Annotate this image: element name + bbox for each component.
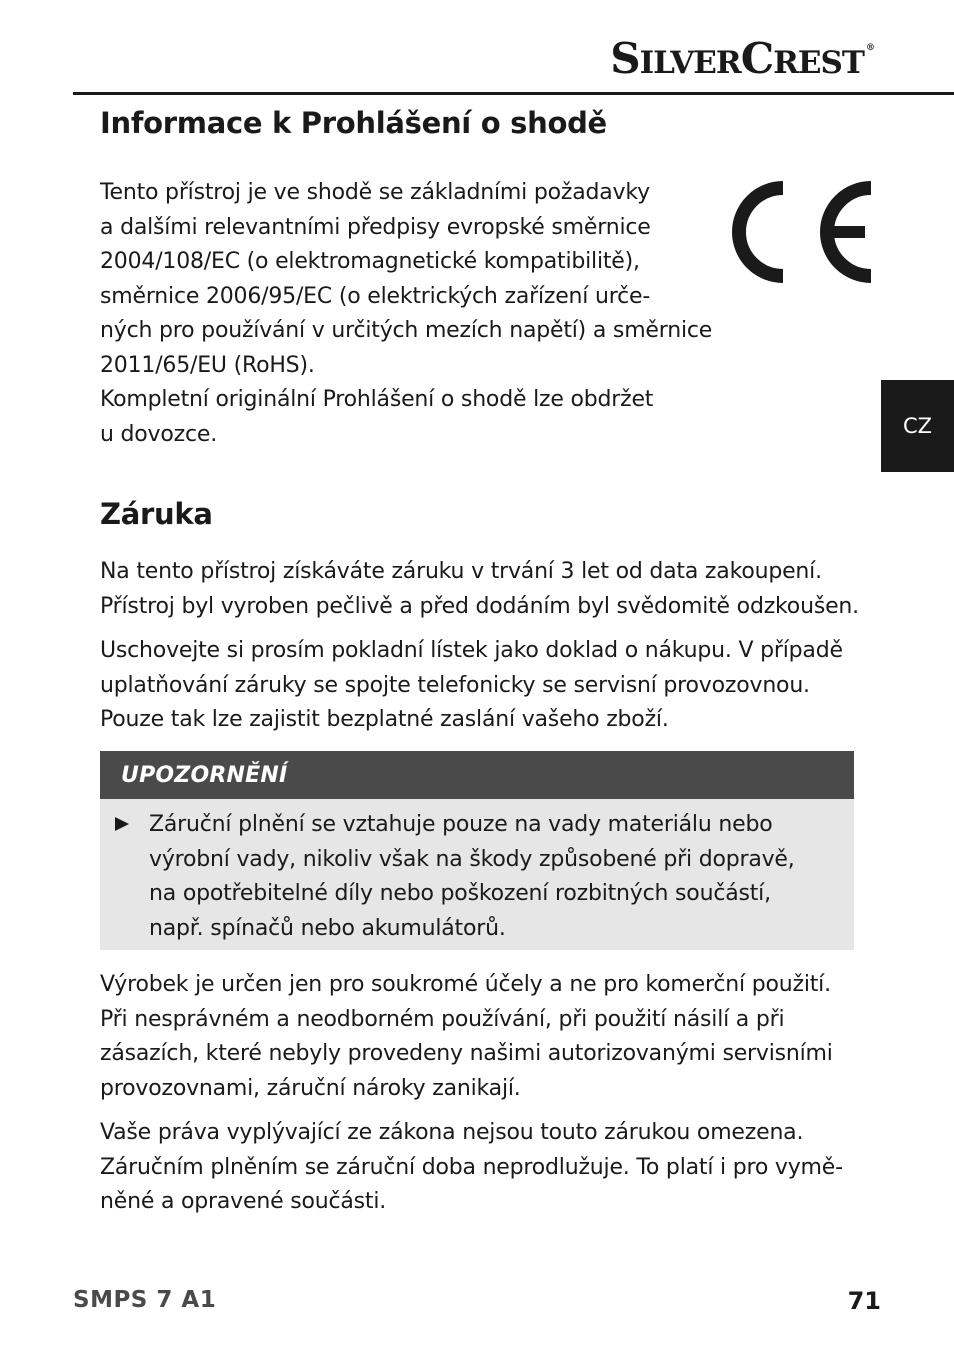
warranty-line: zásazích, které nebyly provedeny našimi autorizovanými servisními	[100, 1041, 833, 1066]
registered-mark: ®	[866, 43, 874, 53]
warranty-line: Záručním plněním se záruční doba neprodlužuje. To platí i pro vymě-	[100, 1154, 843, 1180]
conformity-line: Tento přístroj je ve shodě se základními požadavky	[100, 180, 650, 205]
conformity-line: Kompletní originální Prohlášení o shodě lze obdržet	[100, 387, 654, 412]
conformity-text	[100, 176, 712, 452]
logo-text-ilver: ILVER	[639, 45, 741, 81]
language-tab	[881, 380, 954, 472]
conformity-line: u dovozce.	[100, 421, 218, 447]
notice-box	[100, 751, 854, 950]
warranty-line: Výrobek je určen jen pro soukromé účely a ne pro komerční použití.	[100, 972, 831, 997]
notice-line: výrobní vady, nikoliv však na škody způsobené při dopravě,	[149, 846, 795, 872]
warranty-paragraph-1	[100, 555, 859, 624]
conformity-line: a dalšími relevantními předpisy evropské směrnice	[100, 214, 651, 240]
warranty-line: Uschovejte si prosím pokladní lístek jako doklad o nákupu. V případě	[100, 638, 843, 663]
warranty-heading: Záruka	[100, 497, 213, 531]
notice-heading: UPOZORNĚNÍ	[100, 751, 854, 799]
notice-line: na opotřebitelné díly nebo poškození rozbitných součástí,	[149, 881, 771, 906]
silvercrest-logo	[610, 34, 874, 83]
conformity-line: 2004/108/EC (o elektromagnetické kompatibilitě),	[100, 249, 640, 274]
ce-mark-icon	[725, 178, 877, 286]
triangle-bullet-icon	[115, 817, 129, 831]
warranty-line: Pouze tak lze zajistit bezplatné zaslání vašeho zboží.	[100, 707, 669, 732]
warranty-line: něné a opravené součásti.	[100, 1189, 387, 1214]
warranty-line: uplatňování záruky se spojte telefonicky se servisní provozovnou.	[100, 672, 810, 698]
conformity-line: 2011/65/EU (RoHS).	[100, 352, 315, 378]
warranty-line: Při nesprávném a neodborném používání, při použití násilí a při	[100, 1006, 785, 1032]
notice-text	[149, 808, 849, 946]
footer-model: SMPS 7 A1	[73, 1287, 217, 1313]
conformity-heading: Informace k Prohlášení o shodě	[100, 106, 607, 140]
logo-letter-s: S	[610, 34, 640, 83]
logo-letter-c: C	[740, 34, 774, 83]
warranty-paragraph-3	[100, 968, 833, 1106]
warranty-paragraph-4	[100, 1116, 843, 1220]
language-tab-label: CZ	[902, 414, 933, 438]
warranty-line: provozovnami, záruční nároky zanikají.	[100, 1075, 521, 1101]
page-number: 71	[847, 1287, 881, 1315]
conformity-line: směrnice 2006/95/EC (o elektrických zařízení urče-	[100, 283, 651, 309]
header-rule	[73, 92, 954, 95]
warranty-paragraph-2	[100, 634, 843, 738]
conformity-line: ných pro používání v určitých mezích napětí) a směrnice	[100, 318, 713, 343]
logo-text-rest: REST	[773, 45, 864, 81]
warranty-line: Přístroj byl vyroben pečlivě a před dodáním byl svědomitě odzkoušen.	[100, 593, 859, 619]
warranty-line: Vaše práva vyplývající ze zákona nejsou touto zárukou omezena.	[100, 1120, 804, 1145]
notice-line: např. spínačů nebo akumulátorů.	[149, 915, 506, 941]
warranty-line: Na tento přístroj získáváte záruku v trvání 3 let od data zakoupení.	[100, 559, 822, 584]
notice-line: Záruční plnění se vztahuje pouze na vady materiálu nebo	[149, 812, 773, 837]
